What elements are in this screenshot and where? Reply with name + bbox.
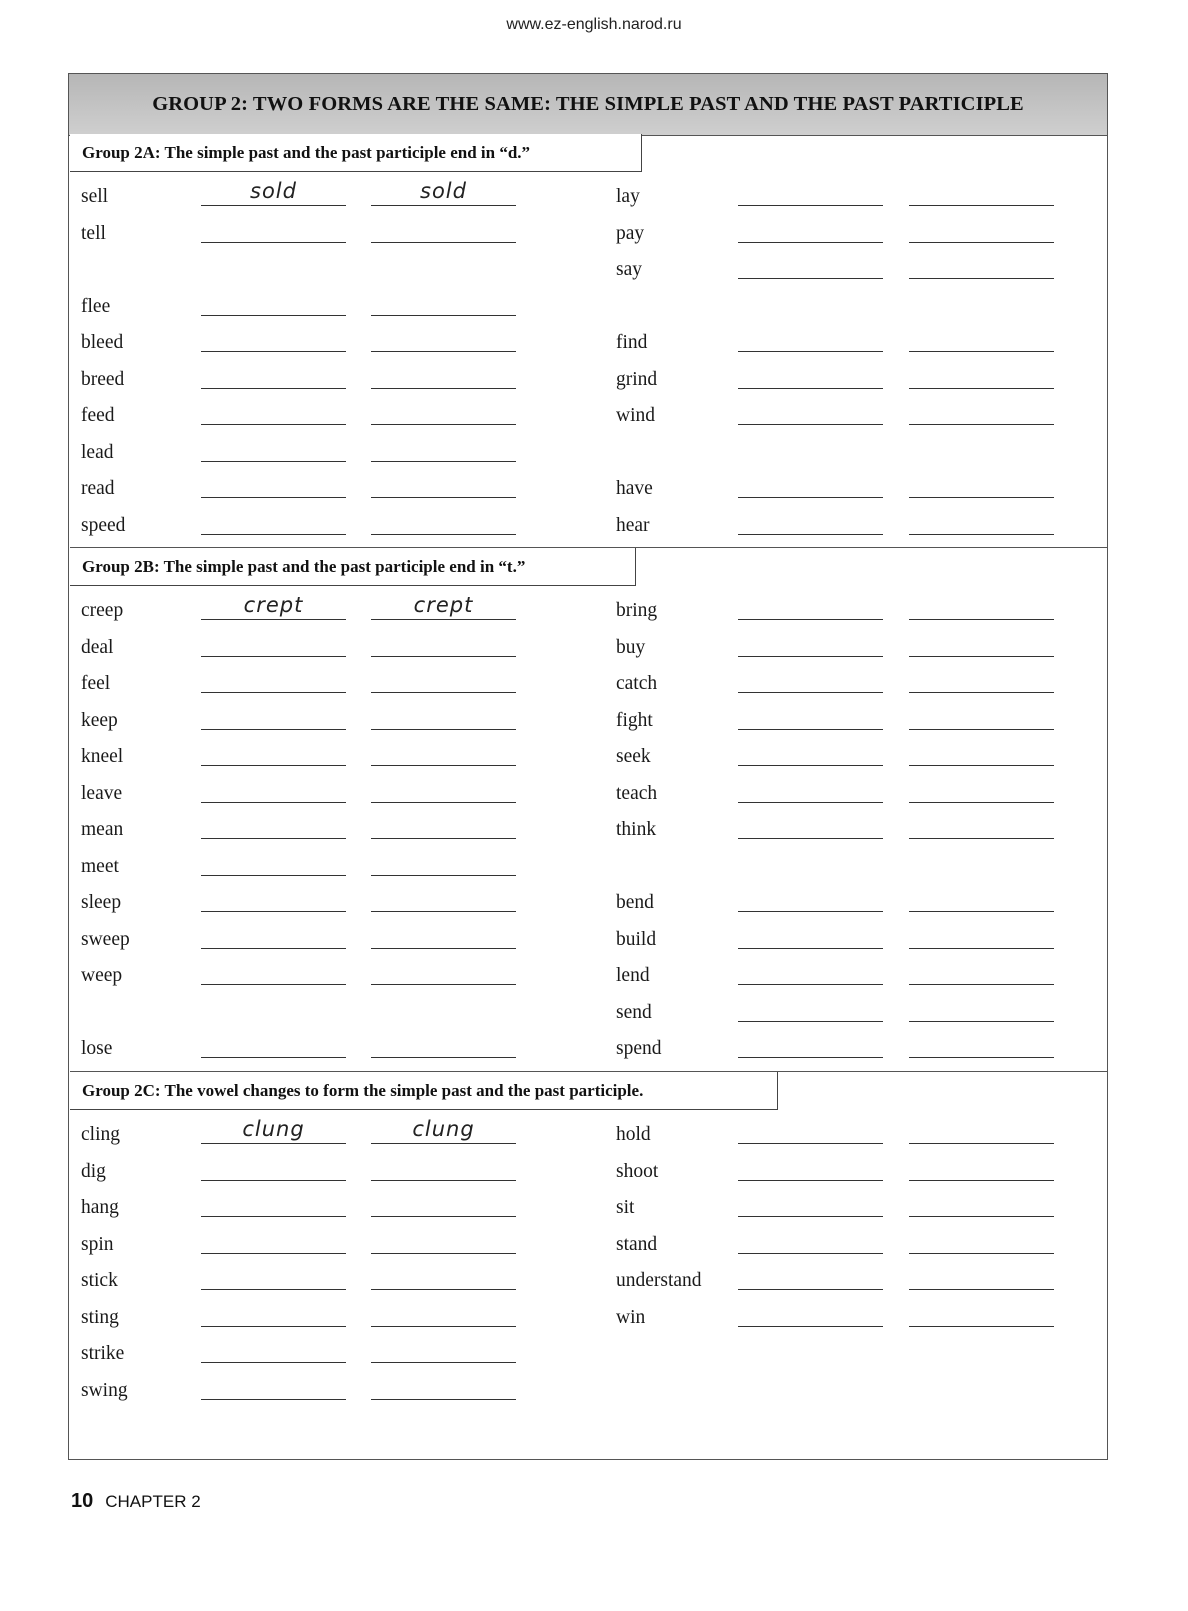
simple-past-blank[interactable] [201, 919, 346, 949]
simple-past-blank[interactable] [738, 919, 883, 949]
simple-past-blank[interactable] [738, 505, 883, 535]
past-participle-blank[interactable] [371, 176, 516, 206]
handwritten-answer: clung [242, 1117, 305, 1141]
past-participle-blank[interactable] [371, 1151, 516, 1181]
chapter-label: CHAPTER 2 [105, 1492, 201, 1511]
past-participle-blank[interactable] [909, 1114, 1054, 1144]
past-participle-blank[interactable] [909, 1260, 1054, 1290]
base-verb: lose [81, 1038, 113, 1059]
base-verb: swing [81, 1379, 128, 1401]
base-verb: bend [616, 892, 654, 913]
past-participle-blank[interactable] [371, 627, 516, 657]
simple-past-blank[interactable] [201, 1028, 346, 1058]
past-participle-blank[interactable] [371, 1260, 516, 1290]
simple-past-blank[interactable] [738, 359, 883, 389]
past-participle-blank[interactable] [371, 213, 516, 243]
base-verb: lend [616, 965, 650, 986]
past-participle-blank[interactable] [371, 736, 516, 766]
past-participle-blank[interactable] [371, 1370, 516, 1400]
base-verb: send [616, 1001, 652, 1023]
base-verb: feed [81, 405, 115, 426]
simple-past-blank[interactable] [738, 992, 883, 1022]
past-participle-blank[interactable] [371, 1297, 516, 1327]
simple-past-blank[interactable] [738, 736, 883, 766]
simple-past-blank[interactable] [738, 882, 883, 912]
past-participle-blank[interactable] [909, 590, 1054, 620]
base-verb: spend [616, 1038, 662, 1059]
site-url[interactable]: www.ez-english.narod.ru [506, 16, 682, 33]
simple-past-blank[interactable] [738, 395, 883, 425]
simple-past-blank[interactable] [738, 213, 883, 243]
handwritten-answer: sold [420, 179, 467, 203]
base-verb: sell [81, 186, 109, 207]
base-verb: stand [616, 1233, 658, 1255]
base-verb: sleep [81, 892, 122, 913]
base-verb: leave [81, 782, 123, 804]
simple-past-blank[interactable] [738, 249, 883, 279]
past-participle-blank[interactable] [371, 1224, 516, 1254]
past-participle-blank[interactable] [909, 322, 1054, 352]
base-verb: say [616, 259, 642, 280]
base-verb: feel [81, 673, 111, 694]
past-participle-blank[interactable] [371, 468, 516, 498]
past-participle-blank[interactable] [909, 1224, 1054, 1254]
past-participle-blank[interactable] [371, 322, 516, 352]
base-verb: catch [616, 673, 658, 694]
past-participle-blank[interactable] [909, 773, 1054, 803]
past-participle-blank[interactable] [371, 700, 516, 730]
past-participle-blank[interactable] [371, 286, 516, 316]
group-2a-label: Group 2A: The simple past and the past participle end in “d.” [70, 134, 642, 172]
past-participle-blank[interactable] [909, 1028, 1054, 1058]
group-2b-label: Group 2B: The simple past and the past participle end in “t.” [70, 548, 636, 586]
base-verb: seek [616, 746, 651, 767]
base-verb: sting [81, 1306, 119, 1328]
simple-past-blank[interactable] [201, 1370, 346, 1400]
base-verb: dig [81, 1160, 106, 1182]
past-participle-blank[interactable] [909, 359, 1054, 389]
base-verb: stick [81, 1270, 118, 1291]
base-verb: strike [81, 1343, 125, 1364]
base-verb: bring [616, 600, 658, 621]
simple-past-blank[interactable] [201, 736, 346, 766]
page-number: 10 [71, 1490, 94, 1512]
base-verb: meet [81, 855, 119, 877]
simple-past-blank[interactable] [201, 1224, 346, 1254]
past-participle-blank[interactable] [371, 1187, 516, 1217]
simple-past-blank[interactable] [738, 1224, 883, 1254]
base-verb: weep [81, 965, 123, 986]
past-participle-blank[interactable] [909, 505, 1054, 535]
handwritten-answer: clung [412, 1117, 475, 1141]
past-participle-blank[interactable] [909, 176, 1054, 206]
past-participle-blank[interactable] [909, 700, 1054, 730]
simple-past-blank[interactable] [738, 809, 883, 839]
base-verb: lay [616, 186, 640, 207]
simple-past-blank[interactable] [738, 468, 883, 498]
simple-past-blank[interactable] [738, 322, 883, 352]
handwritten-answer: sold [250, 179, 297, 203]
past-participle-blank[interactable] [909, 736, 1054, 766]
simple-past-blank[interactable] [201, 505, 346, 535]
past-participle-blank[interactable] [371, 395, 516, 425]
simple-past-blank[interactable] [738, 627, 883, 657]
simple-past-blank[interactable] [738, 955, 883, 985]
base-verb: flee [81, 295, 111, 317]
past-participle-blank[interactable] [909, 213, 1054, 243]
past-participle-blank[interactable] [371, 1028, 516, 1058]
base-verb: hang [81, 1197, 119, 1218]
simple-past-blank[interactable] [201, 590, 346, 620]
simple-past-blank[interactable] [738, 1028, 883, 1058]
past-participle-blank[interactable] [909, 919, 1054, 949]
past-participle-blank[interactable] [909, 249, 1054, 279]
past-participle-blank[interactable] [909, 955, 1054, 985]
base-verb: buy [616, 636, 646, 658]
simple-past-blank[interactable] [201, 432, 346, 462]
simple-past-blank[interactable] [201, 1151, 346, 1181]
past-participle-blank[interactable] [371, 432, 516, 462]
base-verb: breed [81, 368, 125, 390]
base-verb: pay [616, 222, 645, 244]
past-participle-blank[interactable] [371, 1114, 516, 1144]
base-verb: read [81, 478, 115, 499]
simple-past-blank[interactable] [738, 176, 883, 206]
base-verb: find [616, 332, 648, 353]
base-verb: hear [616, 514, 650, 536]
simple-past-blank[interactable] [201, 359, 346, 389]
past-participle-blank[interactable] [371, 590, 516, 620]
simple-past-blank[interactable] [201, 176, 346, 206]
base-verb: tell [81, 222, 106, 244]
simple-past-blank[interactable] [738, 663, 883, 693]
base-verb: deal [81, 636, 114, 658]
base-verb: fight [616, 709, 653, 731]
page-footer [71, 1490, 201, 1513]
base-verb: understand [616, 1270, 702, 1291]
simple-past-blank[interactable] [201, 846, 346, 876]
past-participle-blank[interactable] [371, 505, 516, 535]
past-participle-blank[interactable] [371, 955, 516, 985]
simple-past-blank[interactable] [738, 773, 883, 803]
simple-past-blank[interactable] [201, 468, 346, 498]
past-participle-blank[interactable] [371, 359, 516, 389]
simple-past-blank[interactable] [201, 773, 346, 803]
simple-past-blank[interactable] [738, 700, 883, 730]
past-participle-blank[interactable] [371, 773, 516, 803]
handwritten-answer: crept [413, 593, 474, 617]
base-verb: grind [616, 368, 658, 390]
group-2c-label: Group 2C: The vowel changes to form the simple past and the past participle. [70, 1072, 778, 1110]
simple-past-blank[interactable] [201, 809, 346, 839]
past-participle-blank[interactable] [371, 882, 516, 912]
past-participle-blank[interactable] [371, 919, 516, 949]
base-verb: mean [81, 819, 124, 840]
simple-past-blank[interactable] [201, 663, 346, 693]
past-participle-blank[interactable] [371, 663, 516, 693]
simple-past-blank[interactable] [201, 286, 346, 316]
base-verb: spin [81, 1233, 114, 1255]
base-verb: kneel [81, 746, 124, 767]
simple-past-blank[interactable] [201, 395, 346, 425]
base-verb: creep [81, 600, 124, 621]
base-verb: keep [81, 709, 118, 731]
simple-past-blank[interactable] [738, 1260, 883, 1290]
past-participle-blank[interactable] [909, 809, 1054, 839]
simple-past-blank[interactable] [201, 213, 346, 243]
base-verb: wind [616, 405, 655, 426]
past-participle-blank[interactable] [909, 882, 1054, 912]
simple-past-blank[interactable] [201, 627, 346, 657]
past-participle-blank[interactable] [371, 1333, 516, 1363]
base-verb: teach [616, 782, 658, 804]
base-verb: sweep [81, 928, 130, 950]
past-participle-blank[interactable] [371, 809, 516, 839]
past-participle-blank[interactable] [909, 663, 1054, 693]
base-verb: lead [81, 441, 114, 463]
handwritten-answer: crept [243, 593, 304, 617]
past-participle-blank[interactable] [909, 1187, 1054, 1217]
past-participle-blank[interactable] [909, 468, 1054, 498]
base-verb: cling [81, 1124, 120, 1145]
simple-past-blank[interactable] [201, 1333, 346, 1363]
simple-past-blank[interactable] [738, 590, 883, 620]
past-participle-blank[interactable] [909, 1151, 1054, 1181]
simple-past-blank[interactable] [201, 322, 346, 352]
past-participle-blank[interactable] [909, 627, 1054, 657]
simple-past-blank[interactable] [738, 1187, 883, 1217]
base-verb: win [616, 1306, 646, 1328]
base-verb: speed [81, 514, 126, 536]
simple-past-blank[interactable] [201, 882, 346, 912]
simple-past-blank[interactable] [738, 1297, 883, 1327]
base-verb: sit [616, 1197, 635, 1218]
base-verb: bleed [81, 332, 124, 353]
simple-past-blank[interactable] [201, 1297, 346, 1327]
base-verb: think [616, 819, 657, 840]
past-participle-blank[interactable] [909, 992, 1054, 1022]
base-verb: have [616, 478, 653, 499]
base-verb: build [616, 928, 657, 950]
past-participle-blank[interactable] [909, 395, 1054, 425]
page-title: GROUP 2: TWO FORMS ARE THE SAME: THE SIMPLE PAST AND THE PAST PARTICIPLE [68, 73, 1108, 136]
past-participle-blank[interactable] [909, 1297, 1054, 1327]
simple-past-blank[interactable] [201, 1114, 346, 1144]
past-participle-blank[interactable] [371, 846, 516, 876]
simple-past-blank[interactable] [201, 700, 346, 730]
simple-past-blank[interactable] [738, 1114, 883, 1144]
simple-past-blank[interactable] [201, 1260, 346, 1290]
simple-past-blank[interactable] [201, 955, 346, 985]
simple-past-blank[interactable] [738, 1151, 883, 1181]
base-verb: hold [616, 1124, 651, 1145]
simple-past-blank[interactable] [201, 1187, 346, 1217]
base-verb: shoot [616, 1160, 659, 1182]
